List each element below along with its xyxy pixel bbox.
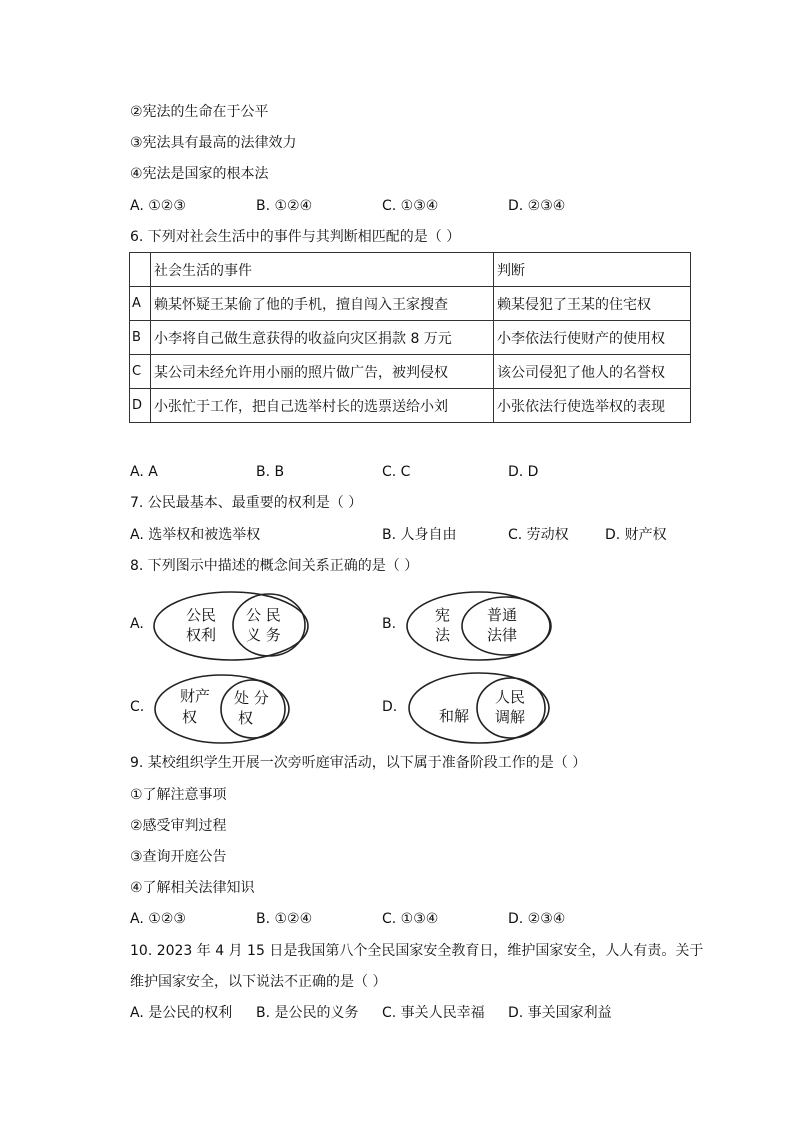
inner-label: 人民 — [495, 688, 526, 706]
q7-option-c[interactable]: C. 劳动权 — [508, 527, 569, 543]
inner-label: 普通 — [487, 606, 518, 624]
q6-stem: 6. 下列对社会生活中的事件与其判断相匹配的是（ ） — [130, 229, 461, 245]
venn-diagram-c — [152, 672, 292, 746]
event-cell: 赖某怀疑王某偷了他的手机，擅自闯入王家搜查 — [151, 287, 494, 321]
table-row — [130, 389, 691, 423]
judgment-cell: 小李依法行使财产的使用权 — [494, 321, 691, 355]
q5-option-c[interactable]: C. ①③④ — [382, 198, 439, 214]
venn-diagram-b — [405, 589, 555, 663]
judgment-cell: 小张依法行使选举权的表现 — [494, 389, 691, 423]
q9-item-1: ①了解注意事项 — [130, 787, 227, 803]
outer-label: 法 — [435, 626, 451, 644]
outer-label: 权利 — [186, 626, 217, 644]
q6-option-c[interactable]: C. C — [382, 464, 411, 480]
table-row — [130, 321, 691, 355]
q6-option-a[interactable]: A. A — [130, 464, 158, 480]
q10-option-c[interactable]: C. 事关人民幸福 — [382, 1005, 485, 1021]
outer-label: 和解 — [439, 707, 470, 725]
outer-label: 宪 — [435, 606, 451, 624]
q7-options — [130, 525, 730, 545]
q9-options — [130, 909, 730, 929]
q5-option-b[interactable]: B. ①②④ — [256, 198, 313, 214]
q10-options — [130, 1003, 730, 1023]
judgment-cell: 赖某侵犯了王某的住宅权 — [494, 287, 691, 321]
q9-option-b[interactable]: B. ①②④ — [256, 911, 313, 927]
table-header-cell: 判断 — [494, 253, 691, 287]
q8-label-d[interactable]: D. — [382, 699, 398, 715]
table-header-cell — [130, 253, 151, 287]
q8-label-c[interactable]: C. — [130, 699, 145, 715]
event-cell: 小李将自己做生意获得的收益向灾区捐款 8 万元 — [151, 321, 494, 355]
q10-option-b[interactable]: B. 是公民的义务 — [256, 1005, 359, 1021]
q10-option-d[interactable]: D. 事关国家利益 — [508, 1005, 612, 1021]
q5-item-3: ③宪法具有最高的法律效力 — [130, 135, 297, 151]
judgment-cell: 该公司侵犯了他人的名誉权 — [494, 355, 691, 389]
q5-option-a[interactable]: A. ①②③ — [130, 198, 186, 214]
outer-label: 财产 — [180, 687, 211, 705]
q7-stem: 7. 公民最基本、最重要的权利是（ ） — [130, 495, 363, 511]
q7-option-d[interactable]: D. 财产权 — [605, 527, 667, 543]
q9-item-3: ③查询开庭公告 — [130, 849, 227, 865]
row-label: B — [130, 321, 151, 355]
q8-stem: 8. 下列图示中描述的概念间关系正确的是（ ） — [130, 558, 419, 574]
q6-option-b[interactable]: B. B — [256, 464, 285, 480]
q10-stem-line-1: 10. 2023 年 4 月 15 日是我国第八个全民国家安全教育日，维护国家安全，人人有责。关于 — [130, 943, 704, 959]
table-header-row — [130, 253, 691, 287]
row-label: D — [130, 389, 151, 423]
event-cell: 某公司未经允许用小丽的照片做广告，被判侵权 — [151, 355, 494, 389]
q5-option-d[interactable]: D. ②③④ — [508, 198, 566, 214]
q6-options — [130, 462, 730, 482]
outer-label: 公民 — [186, 606, 217, 624]
row-label: C — [130, 355, 151, 389]
q8-label-a[interactable]: A. — [130, 616, 144, 632]
row-label: A — [130, 287, 151, 321]
q9-option-a[interactable]: A. ①②③ — [130, 911, 186, 927]
inner-label: 法律 — [487, 626, 518, 644]
inner-label: 处 分 — [234, 689, 269, 707]
q8-label-b[interactable]: B. — [382, 616, 397, 632]
q9-item-2: ②感受审判过程 — [130, 818, 227, 834]
q7-option-b[interactable]: B. 人身自由 — [382, 527, 457, 543]
q5-options — [130, 196, 730, 216]
table-row — [130, 355, 691, 389]
q6-table — [129, 252, 691, 423]
event-cell: 小张忙于工作，把自己选举村长的选票送给小刘 — [151, 389, 494, 423]
q9-option-d[interactable]: D. ②③④ — [508, 911, 566, 927]
table-header-cell: 社会生活的事件 — [151, 253, 494, 287]
inner-label: 调解 — [495, 708, 526, 726]
outer-label: 权 — [182, 708, 198, 726]
q5-item-4: ④宪法是国家的根本法 — [130, 166, 269, 182]
q6-option-d[interactable]: D. D — [508, 464, 539, 480]
q9-stem: 9. 某校组织学生开展一次旁听庭审活动，以下属于准备阶段工作的是（ ） — [130, 755, 587, 771]
inner-label: 义 务 — [246, 626, 281, 644]
table-row — [130, 287, 691, 321]
venn-diagram-a — [152, 589, 312, 663]
venn-diagram-d — [407, 670, 553, 746]
q5-item-2: ②宪法的生命在于公平 — [130, 104, 269, 120]
q10-stem-line-2: 维护国家安全，以下说法不正确的是（ ） — [130, 974, 387, 990]
q9-option-c[interactable]: C. ①③④ — [382, 911, 439, 927]
q9-item-4: ④了解相关法律知识 — [130, 880, 255, 896]
inner-label: 权 — [238, 709, 254, 727]
q7-option-a[interactable]: A. 选举权和被选举权 — [130, 527, 261, 543]
inner-label: 公 民 — [246, 606, 281, 624]
q10-option-a[interactable]: A. 是公民的权利 — [130, 1005, 233, 1021]
